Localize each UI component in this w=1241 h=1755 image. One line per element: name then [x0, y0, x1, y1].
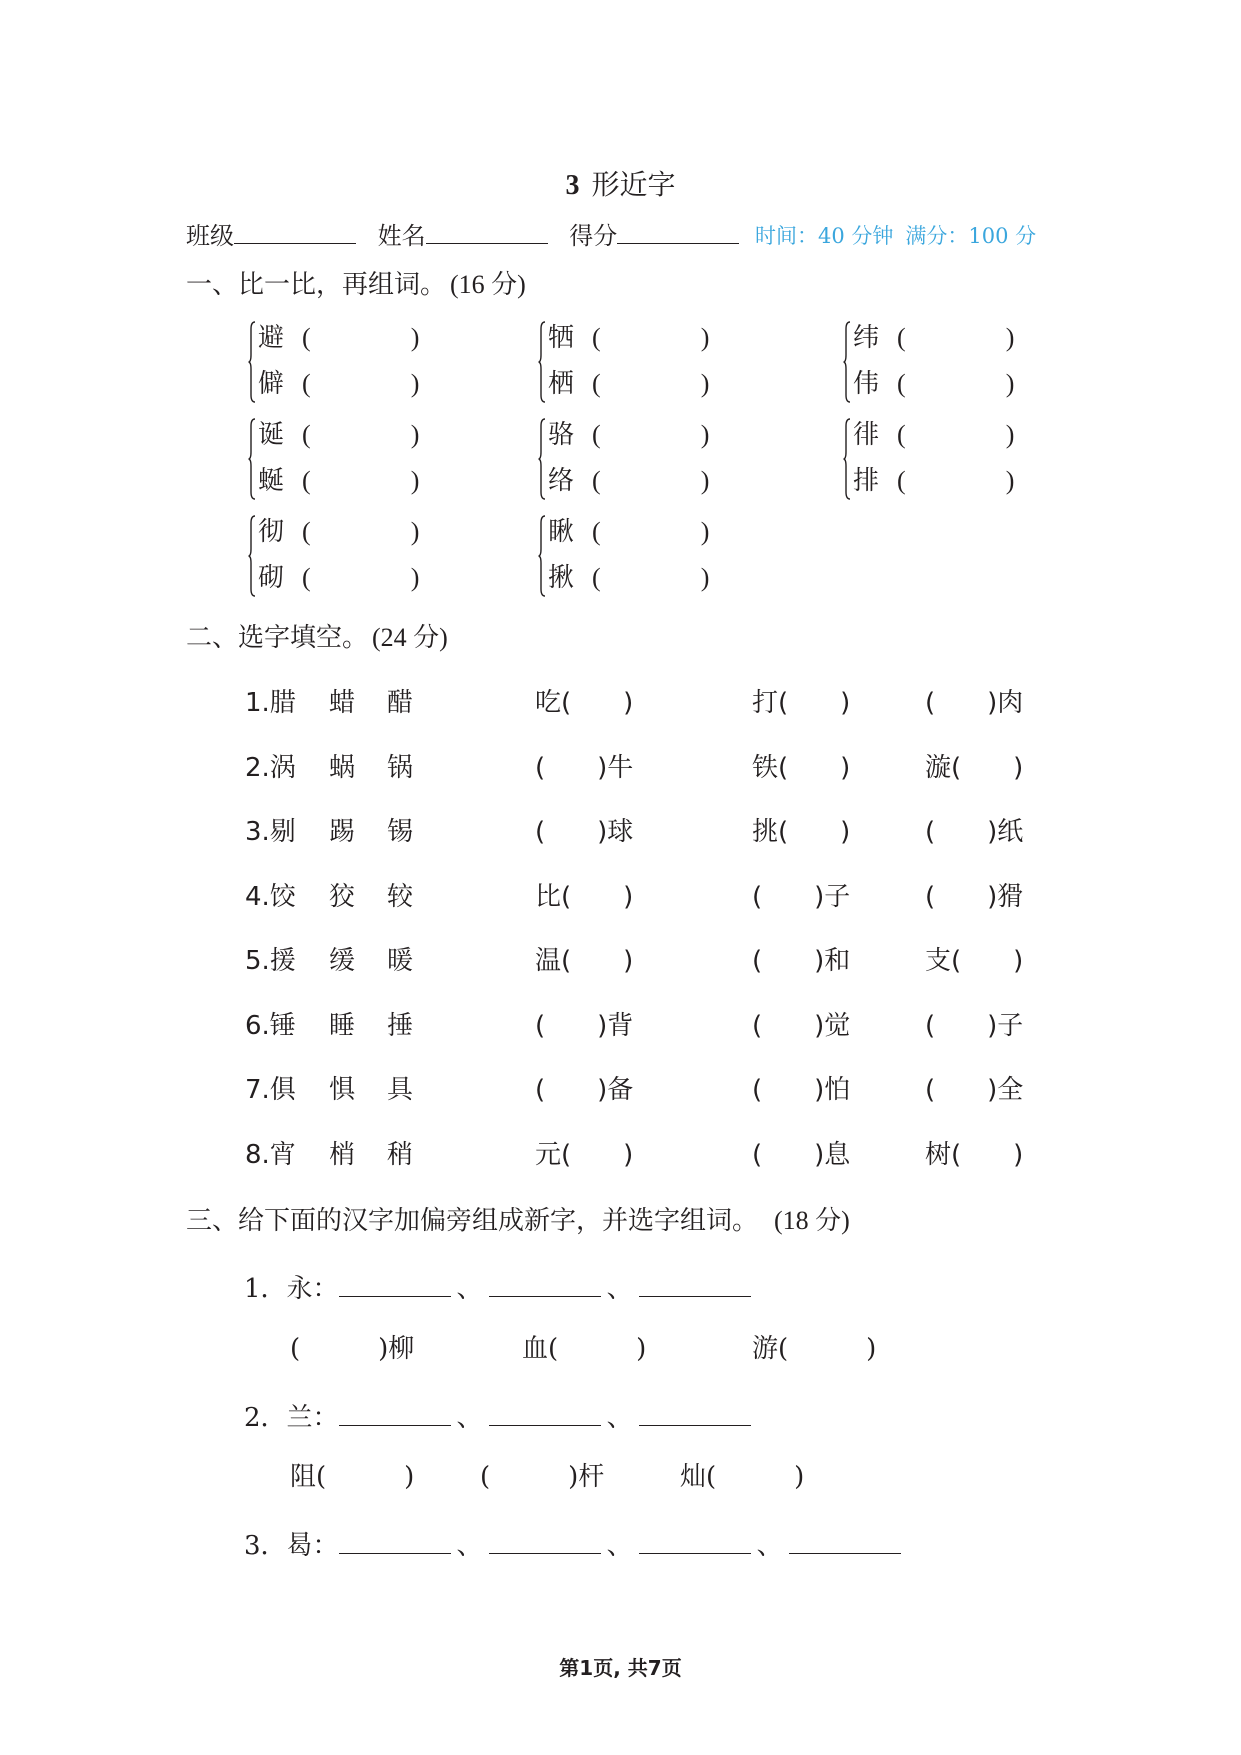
answer-paren-open[interactable]: (	[302, 517, 311, 546]
option-char: 2.涡	[245, 752, 296, 783]
option-char: 6.锤	[245, 1010, 296, 1041]
option-char: 5.援	[245, 946, 296, 976]
new-char-blank[interactable]	[639, 1533, 751, 1554]
option-char: 缓	[329, 946, 356, 976]
brace-icon	[538, 418, 546, 500]
separator-mark: 、	[606, 1403, 633, 1433]
option-char: 3.剔	[245, 817, 296, 847]
answer-paren-open[interactable]: (	[592, 517, 601, 546]
fill-blank[interactable]: 元( )	[535, 1139, 634, 1170]
option-char: 8.宵	[245, 1139, 296, 1170]
fill-blank[interactable]: ( )觉	[752, 1010, 851, 1041]
answer-paren-open[interactable]: (	[897, 466, 906, 495]
compare-group	[538, 317, 738, 409]
compare-char: 徘	[853, 420, 880, 450]
option-char: 具	[387, 1075, 414, 1105]
option-char: 锡	[387, 817, 414, 847]
compare-row	[853, 414, 1014, 451]
compare-char: 瞅	[548, 517, 575, 547]
compare-char: 牺	[548, 323, 575, 353]
compare-row	[548, 414, 709, 451]
separator-mark: 、	[456, 1531, 483, 1561]
answer-paren-close: )	[700, 517, 710, 546]
compare-row	[258, 414, 419, 451]
fill-blank[interactable]: 铁( )	[752, 752, 851, 783]
fill-blank[interactable]: ( )和	[752, 946, 851, 976]
compare-row	[548, 557, 709, 594]
answer-paren-close: )	[700, 323, 710, 352]
compare-row	[258, 460, 419, 497]
answer-paren-close: )	[410, 563, 420, 592]
answer-paren-open[interactable]: (	[302, 420, 311, 449]
fill-blank[interactable]: 挑( )	[752, 817, 851, 847]
answer-paren-close: )	[1005, 466, 1015, 495]
answer-paren-close: )	[410, 466, 420, 495]
compare-group	[843, 317, 1043, 409]
fill-blank[interactable]: ( )背	[535, 1010, 634, 1041]
answer-paren-open[interactable]: (	[897, 369, 906, 398]
section1-points: (16 分)	[450, 270, 526, 299]
brace-icon	[843, 321, 851, 403]
name-label: 姓名	[377, 222, 426, 250]
section2-heading-text: 二、选字填空。	[186, 623, 369, 653]
answer-paren-open[interactable]: (	[897, 323, 906, 352]
compare-row	[548, 511, 709, 548]
fill-blank[interactable]: ( )子	[925, 1010, 1024, 1041]
word-blank[interactable]: ( )柳	[290, 1334, 415, 1364]
brace-icon	[538, 321, 546, 403]
fill-blank[interactable]: ( )备	[535, 1075, 634, 1105]
compare-char: 骆	[548, 420, 575, 450]
new-char-blank[interactable]	[339, 1276, 451, 1297]
class-blank[interactable]	[234, 221, 356, 244]
section2-points: (24 分)	[372, 623, 448, 652]
fill-blank[interactable]: ( )猾	[925, 881, 1024, 912]
word-blank[interactable]: 灿( )	[680, 1462, 805, 1492]
word-blank[interactable]: ( )杆	[480, 1462, 605, 1492]
answer-paren-close: )	[700, 369, 710, 398]
answer-paren-close: )	[1005, 420, 1015, 449]
fill-blank[interactable]: 漩( )	[925, 752, 1024, 783]
answer-paren-close: )	[700, 466, 710, 495]
option-char: 捶	[387, 1010, 414, 1041]
brace-icon	[843, 418, 851, 500]
answer-paren-close: )	[410, 420, 420, 449]
new-char-blank[interactable]	[339, 1533, 451, 1554]
compare-row	[548, 460, 709, 497]
section1-heading	[186, 264, 526, 301]
brace-icon	[248, 418, 256, 500]
answer-paren-open[interactable]: (	[302, 563, 311, 592]
section3-points: (18 分)	[774, 1206, 850, 1235]
answer-paren-close: )	[1005, 369, 1015, 398]
compare-row	[258, 363, 419, 400]
answer-paren-close: )	[410, 517, 420, 546]
fill-blank[interactable]: 打( )	[752, 688, 851, 718]
section1-heading-text: 一、比一比，再组词。	[186, 270, 447, 300]
answer-paren-close: )	[410, 323, 420, 352]
option-char: 蜗	[329, 752, 356, 783]
compare-row	[853, 317, 1014, 354]
exam-meta	[755, 220, 1036, 250]
compare-group	[843, 414, 1043, 506]
brace-icon	[248, 515, 256, 597]
radical-label: 1．永：	[244, 1274, 339, 1304]
answer-paren-close: )	[410, 369, 420, 398]
compare-group	[248, 511, 448, 603]
section3-heading-text: 三、给下面的汉字加偏旁组成新字，并选字组词。	[186, 1206, 759, 1236]
option-char: 踢	[329, 817, 356, 847]
compare-char: 纬	[853, 323, 880, 353]
compare-char: 诞	[258, 420, 285, 450]
fill-blank[interactable]: ( )球	[535, 817, 634, 847]
fill-blank[interactable]: ( )全	[925, 1075, 1024, 1105]
compare-char: 络	[548, 466, 575, 496]
word-blank[interactable]: 阻( )	[290, 1462, 415, 1492]
new-char-blank[interactable]	[489, 1533, 601, 1554]
time-limit: 时间：40 分钟	[755, 224, 894, 248]
compare-char: 揪	[548, 563, 575, 593]
word-blank[interactable]: 血( )	[522, 1334, 647, 1364]
compare-char: 砌	[258, 563, 285, 593]
answer-paren-open[interactable]: (	[592, 323, 601, 352]
radical-label: 3．曷：	[244, 1531, 339, 1561]
name-blank[interactable]	[426, 221, 548, 244]
option-char: 较	[387, 881, 414, 912]
fill-blank[interactable]: ( )息	[752, 1139, 851, 1170]
compare-char: 伟	[853, 369, 880, 399]
fill-blank[interactable]: 温( )	[535, 946, 634, 976]
option-char: 蜡	[329, 688, 356, 718]
compare-row	[258, 511, 419, 548]
option-char: 1.腊	[245, 688, 296, 718]
score-blank[interactable]	[617, 221, 739, 244]
compare-char: 蜒	[258, 466, 285, 496]
new-char-blank[interactable]	[489, 1276, 601, 1297]
fill-blank[interactable]: 支( )	[925, 946, 1024, 976]
radical-label: 2．兰：	[244, 1403, 339, 1433]
separator-mark: 、	[456, 1274, 483, 1304]
answer-paren-close: )	[700, 563, 710, 592]
compare-char: 彻	[258, 517, 285, 547]
title-text: 形近字	[591, 168, 676, 201]
answer-paren-close: )	[700, 420, 710, 449]
compare-char: 排	[853, 466, 880, 496]
compare-row	[258, 317, 419, 354]
student-info-line	[186, 216, 753, 251]
option-char: 醋	[387, 688, 414, 718]
option-char: 4.饺	[245, 881, 296, 912]
compare-row	[853, 460, 1014, 497]
separator-mark: 、	[606, 1274, 633, 1304]
radical-line	[244, 1397, 751, 1434]
section3-heading	[186, 1200, 850, 1237]
answer-paren-open[interactable]: (	[592, 420, 601, 449]
separator-mark: 、	[456, 1403, 483, 1433]
answer-paren-open[interactable]: (	[302, 466, 311, 495]
new-char-blank[interactable]	[339, 1405, 451, 1426]
separator-mark: 、	[756, 1531, 783, 1561]
fill-blank[interactable]: 吃( )	[535, 688, 634, 718]
answer-paren-open[interactable]: (	[302, 323, 311, 352]
compare-row	[853, 363, 1014, 400]
new-char-blank[interactable]	[639, 1405, 751, 1426]
compare-group	[538, 414, 738, 506]
score-label: 得分	[569, 222, 618, 250]
word-blank[interactable]: 游( )	[752, 1334, 877, 1364]
option-char: 锅	[387, 752, 414, 783]
fill-blank[interactable]: ( )牛	[535, 752, 634, 783]
compare-char: 避	[258, 323, 285, 353]
page-footer: 第1页, 共7页	[559, 1656, 682, 1680]
new-char-blank[interactable]	[789, 1533, 901, 1554]
brace-icon	[538, 515, 546, 597]
full-score: 满分：100 分	[905, 224, 1037, 248]
title-number: 3	[565, 170, 580, 201]
option-char: 暖	[387, 946, 414, 976]
fill-blank[interactable]: ( )怕	[752, 1075, 851, 1105]
radical-line	[244, 1525, 901, 1562]
new-char-blank[interactable]	[489, 1405, 601, 1426]
answer-paren-open[interactable]: (	[302, 369, 311, 398]
compare-char: 僻	[258, 369, 285, 399]
option-char: 梢	[329, 1139, 356, 1170]
option-char: 7.俱	[245, 1075, 296, 1105]
answer-paren-open[interactable]: (	[592, 563, 601, 592]
brace-icon	[248, 321, 256, 403]
new-char-blank[interactable]	[639, 1276, 751, 1297]
fill-blank[interactable]: ( )子	[752, 881, 851, 912]
option-char: 狡	[329, 881, 356, 912]
option-char: 惧	[329, 1075, 356, 1105]
answer-paren-open[interactable]: (	[897, 420, 906, 449]
compare-char: 栖	[548, 369, 575, 399]
compare-group	[538, 511, 738, 603]
compare-group	[248, 414, 448, 506]
section2-heading	[186, 617, 448, 654]
radical-line	[244, 1268, 751, 1305]
fill-blank[interactable]: 比( )	[535, 881, 634, 912]
option-char: 稍	[387, 1139, 414, 1170]
answer-paren-open[interactable]: (	[592, 369, 601, 398]
fill-blank[interactable]: ( )肉	[925, 688, 1024, 718]
answer-paren-open[interactable]: (	[592, 466, 601, 495]
compare-row	[258, 557, 419, 594]
fill-blank[interactable]: ( )纸	[925, 817, 1024, 847]
answer-paren-close: )	[1005, 323, 1015, 352]
option-char: 睡	[329, 1010, 356, 1041]
class-label: 班级	[186, 222, 234, 250]
compare-row	[548, 317, 709, 354]
fill-blank[interactable]: 树( )	[925, 1139, 1024, 1170]
separator-mark: 、	[606, 1531, 633, 1561]
compare-group	[248, 317, 448, 409]
page-title	[0, 163, 1241, 203]
compare-row	[548, 363, 709, 400]
